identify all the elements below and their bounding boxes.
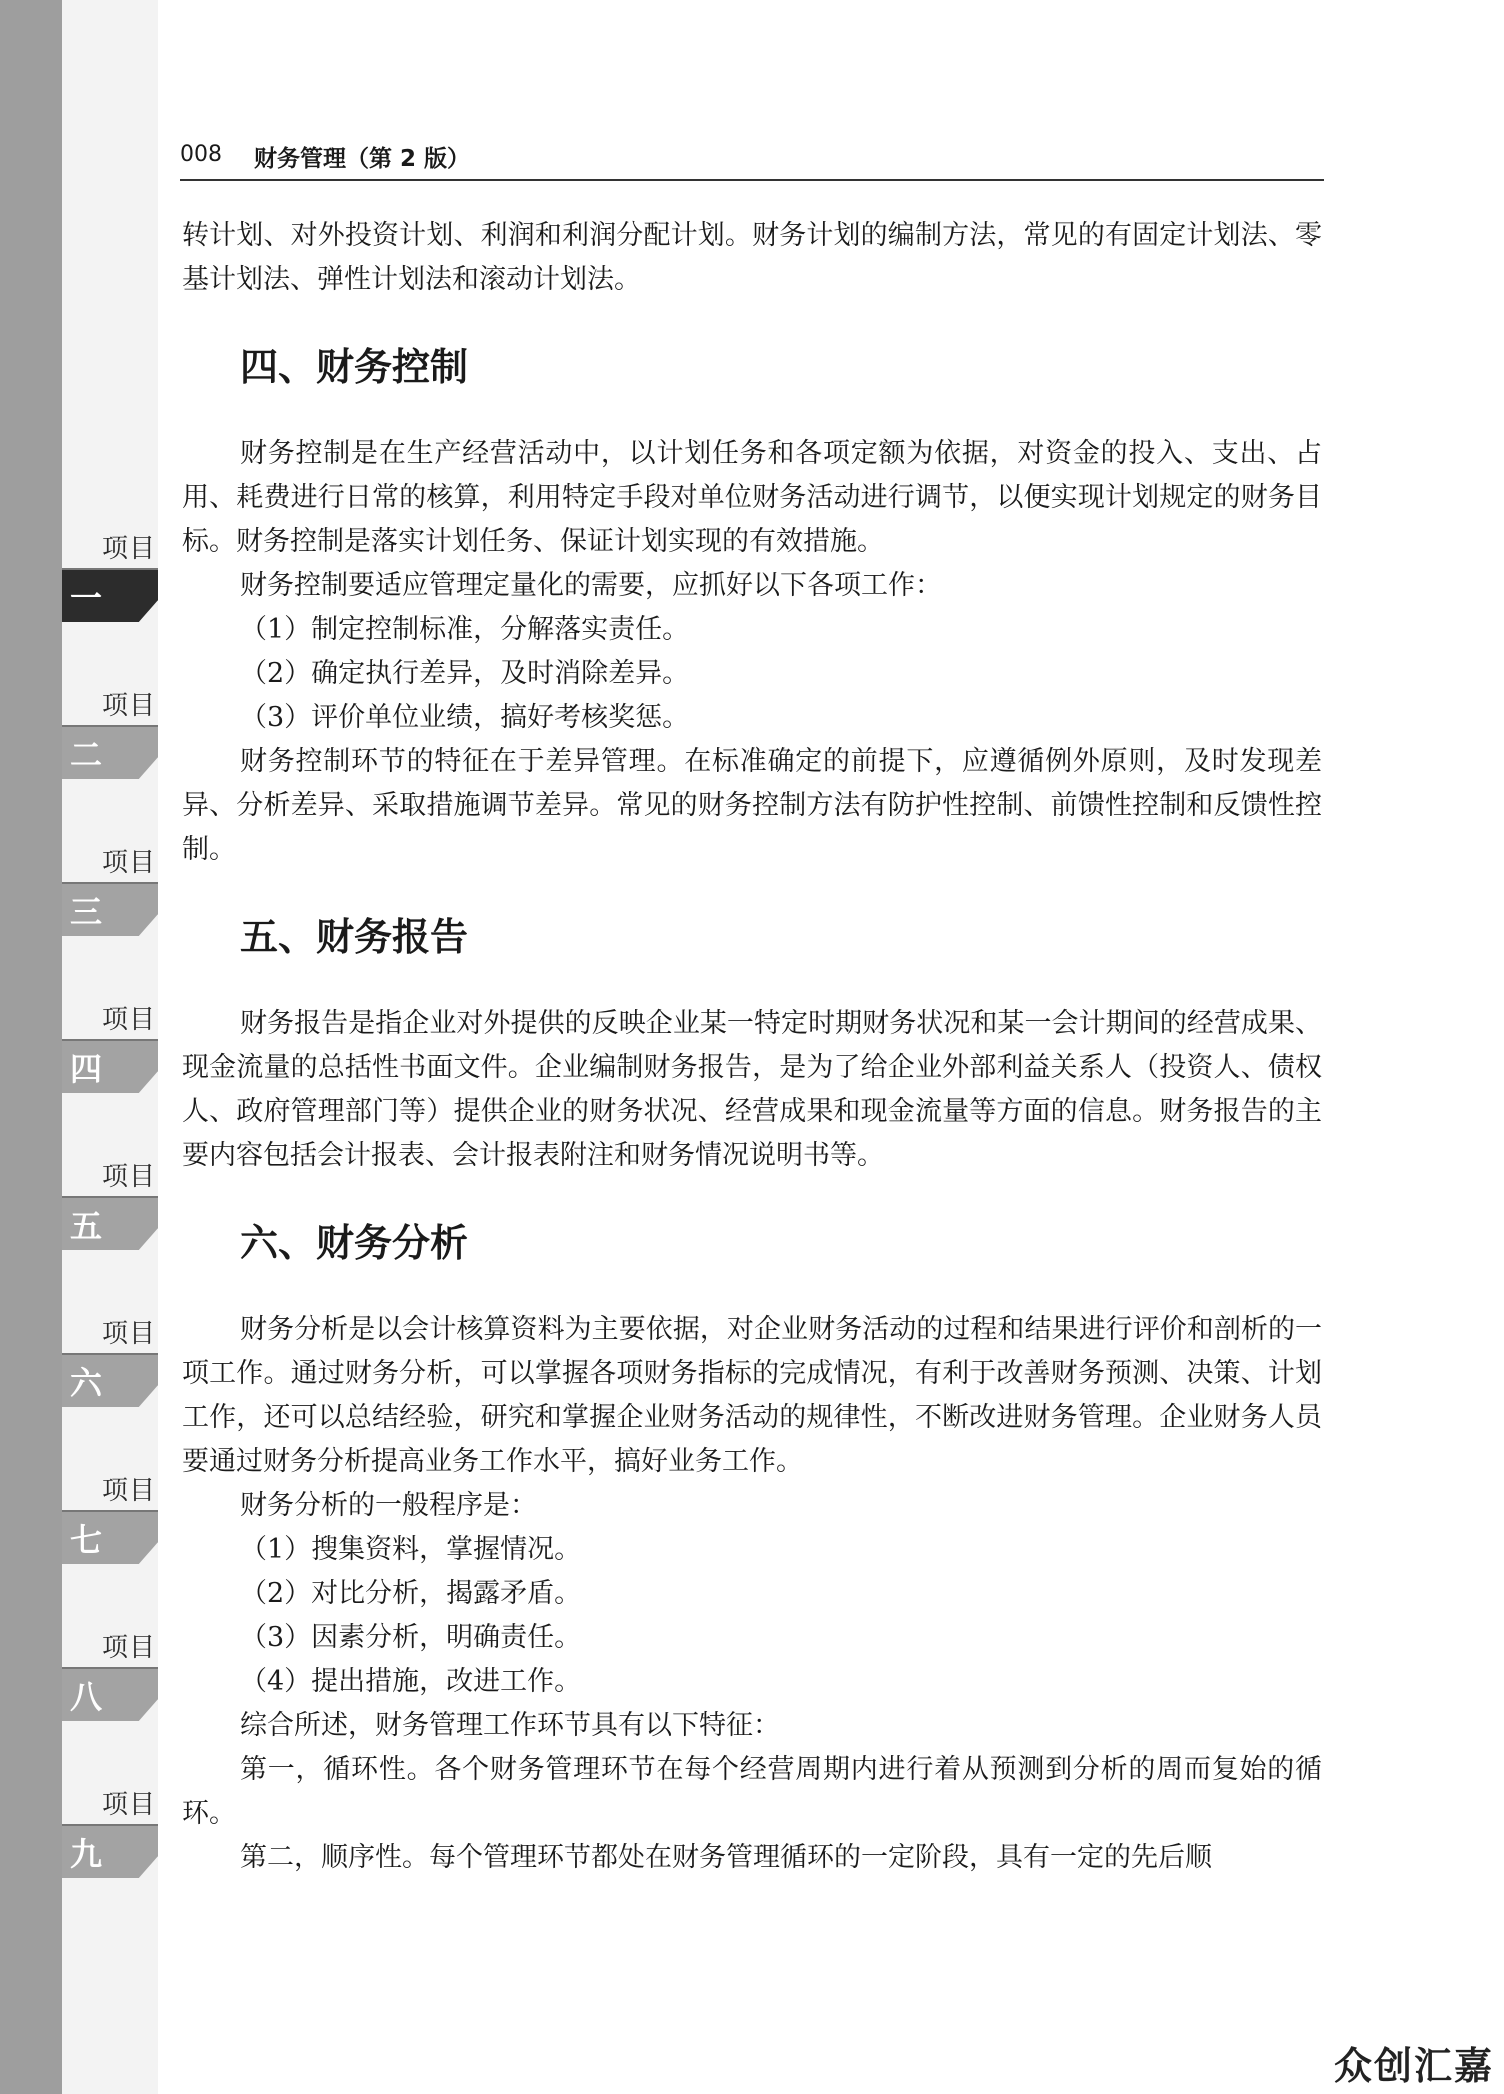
side-tab-project-2[interactable] — [62, 685, 158, 793]
book-title: 财务管理（第 2 版） — [254, 146, 471, 172]
tab-number: 六 — [70, 1364, 103, 1402]
side-tab-project-3[interactable] — [62, 842, 158, 950]
tab-label: 项目 — [101, 1790, 156, 1820]
tab-number: 九 — [70, 1835, 103, 1873]
tab-label: 项目 — [101, 534, 156, 564]
tab-divider — [62, 1667, 158, 1669]
header-rule — [180, 179, 1324, 181]
paragraph: 财务控制环节的特征在于差异管理。在标准确定的前提下，应遵循例外原则，及时发现差异、分析差异、采取措施调节差异。常见的财务控制方法有防护性控制、前馈性控制和反馈性控制。 — [182, 746, 1322, 865]
tab-number: 一 — [70, 579, 103, 617]
tab-divider — [62, 882, 158, 884]
tab-label: 项目 — [101, 1005, 156, 1035]
tab-label: 项目 — [101, 691, 156, 721]
tab-divider — [62, 1824, 158, 1826]
tab-divider — [62, 1510, 158, 1512]
tab-label: 项目 — [101, 1162, 156, 1192]
side-tab-project-4[interactable] — [62, 999, 158, 1107]
tab-label: 项目 — [101, 1476, 156, 1506]
page-body — [182, 214, 1322, 1880]
tab-divider — [62, 1353, 158, 1355]
side-tab-project-5[interactable] — [62, 1156, 158, 1264]
tab-number: 八 — [70, 1678, 103, 1716]
tab-number: 三 — [70, 893, 103, 931]
paragraph: 财务控制是在生产经营活动中，以计划任务和各项定额为依据，对资金的投入、支出、占用、耗费进行日常的核算，利用特定手段对单位财务活动进行调节，以便实现计划规定的财务目标。财务控制是落实计划任务、保证计划实现的有效措施。 — [182, 438, 1322, 557]
paragraph: 财务分析是以会计核算资料为主要依据，对企业财务活动的过程和结果进行评价和剖析的一项工作。通过财务分析，可以掌握各项财务指标的完成情况，有利于改善财务预测、决策、计划工作，还可以总结经验，研究和掌握企业财务活动的规律性，不断改进财务管理。企业财务人员要通过财务分析提高业务工作水平，搞好业务工作。 — [182, 1314, 1322, 1477]
tab-label: 项目 — [101, 848, 156, 878]
paragraph: 第二，顺序性。每个管理环节都处在财务管理循环的一定阶段，具有一定的先后顺 — [240, 1842, 1212, 1873]
side-tab-project-6[interactable] — [62, 1313, 158, 1421]
tab-divider — [62, 1039, 158, 1041]
section-title-financial-control: 四、财务控制 — [240, 345, 469, 389]
paragraph: 第一，循环性。各个财务管理环节在每个经营周期内进行着从预测到分析的周而复始的循环。 — [182, 1754, 1322, 1829]
tab-label: 项目 — [101, 1319, 156, 1349]
list-item: （4）提出措施，改进工作。 — [240, 1666, 582, 1697]
margin-strip — [0, 0, 62, 2094]
list-item: （1）搜集资料，掌握情况。 — [240, 1534, 582, 1565]
list-item: （1）制定控制标准，分解落实责任。 — [240, 614, 690, 645]
paragraph: 财务报告是指企业对外提供的反映企业某一特定时期财务状况和某一会计期间的经营成果、现金流量的总括性书面文件。企业编制财务报告，是为了给企业外部利益关系人（投资人、债权人、政府管理部门等）提供企业的财务状况、经营成果和现金流量等方面的信息。财务报告的主要内容包括会计报表、会计报表附注和财务情况说明书等。 — [182, 1008, 1322, 1171]
paragraph: 财务控制要适应管理定量化的需要，应抓好以下各项工作： — [240, 570, 942, 601]
tab-number: 四 — [70, 1050, 103, 1088]
tab-number: 五 — [70, 1207, 103, 1245]
page-header — [180, 142, 1324, 182]
tab-number: 七 — [70, 1521, 103, 1559]
tab-divider — [62, 568, 158, 570]
list-item: （3）因素分析，明确责任。 — [240, 1622, 582, 1653]
tab-divider — [62, 1196, 158, 1198]
section-title-financial-analysis: 六、财务分析 — [240, 1221, 469, 1265]
paragraph: 财务分析的一般程序是： — [240, 1490, 537, 1521]
page-number: 008 — [180, 142, 222, 167]
paragraph: 综合所述，财务管理工作环节具有以下特征： — [240, 1710, 780, 1741]
side-tab-project-9[interactable] — [62, 1784, 158, 1892]
tab-number: 二 — [70, 736, 103, 774]
side-tab-project-1[interactable] — [62, 528, 158, 636]
side-tab-project-8[interactable] — [62, 1627, 158, 1735]
intro-paragraph: 转计划、对外投资计划、利润和利润分配计划。财务计划的编制方法，常见的有固定计划法、零基计划法、弹性计划法和滚动计划法。 — [182, 220, 1322, 295]
watermark-logo: 众创汇嘉 — [1333, 2044, 1494, 2088]
side-tab-project-7[interactable] — [62, 1470, 158, 1578]
list-item: （2）确定执行差异，及时消除差异。 — [240, 658, 690, 689]
section-title-financial-report: 五、财务报告 — [240, 915, 469, 959]
list-item: （3）评价单位业绩，搞好考核奖惩。 — [240, 702, 690, 733]
tab-divider — [62, 725, 158, 727]
tab-label: 项目 — [101, 1633, 156, 1663]
list-item: （2）对比分析，揭露矛盾。 — [240, 1578, 582, 1609]
